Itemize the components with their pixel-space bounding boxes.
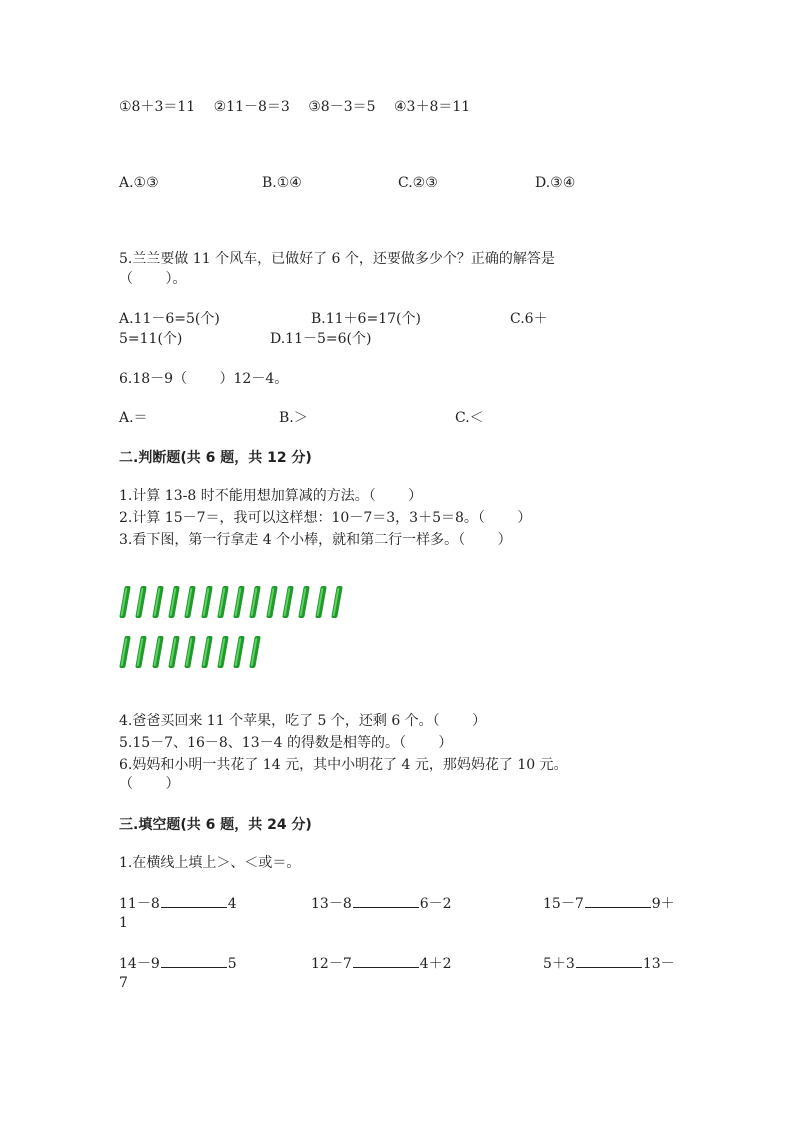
counting-stick bbox=[135, 586, 147, 618]
q4-option-b: B.①④ bbox=[262, 175, 302, 191]
q4-option-a: A.①③ bbox=[119, 175, 159, 191]
compare-1a-right: 4 bbox=[227, 896, 237, 912]
compare-2b bbox=[311, 953, 452, 974]
sticks-row-1 bbox=[122, 586, 362, 620]
q6-option-b: B.＞ bbox=[279, 410, 308, 426]
counting-stick bbox=[315, 586, 327, 618]
counting-stick bbox=[282, 586, 294, 618]
compare-2a-left: 14－9 bbox=[119, 956, 160, 972]
counting-stick bbox=[119, 586, 131, 618]
counting-stick bbox=[266, 586, 278, 618]
compare-2c bbox=[543, 953, 675, 974]
counting-stick bbox=[168, 586, 180, 618]
compare-2c-left: 5＋3 bbox=[543, 956, 575, 972]
fill-q1-instruction: 1.在横线上填上＞、＜或＝。 bbox=[119, 855, 301, 871]
answer-blank[interactable] bbox=[161, 893, 227, 908]
counting-stick bbox=[250, 586, 262, 618]
counting-stick bbox=[298, 586, 310, 618]
compare-1c bbox=[543, 893, 675, 914]
answer-blank[interactable] bbox=[585, 893, 651, 908]
judge-item-1: 1.计算 13-8 时不能用想加算减的方法。（ ） bbox=[119, 488, 423, 504]
q5-option-b: B.11＋6=17(个) bbox=[311, 311, 421, 327]
counting-stick bbox=[119, 636, 131, 668]
q5-option-a: A.11－6=5(个) bbox=[119, 311, 220, 327]
counting-stick bbox=[184, 636, 196, 668]
answer-blank[interactable] bbox=[353, 953, 419, 968]
compare-2a-right: 5 bbox=[227, 956, 237, 972]
counting-stick bbox=[152, 636, 164, 668]
counting-stick bbox=[201, 636, 213, 668]
judge-item-6: 6.妈妈和小明一共花了 14 元，其中小明花了 4 元，那妈妈花了 10 元。 bbox=[119, 757, 568, 773]
judge-item-5: 5.15－7、16－8、13－4 的得数是相等的。（ ） bbox=[119, 735, 453, 751]
q4-option-c: C.②③ bbox=[398, 175, 438, 191]
compare-1c-wrap: 1 bbox=[119, 915, 128, 931]
answer-blank[interactable] bbox=[576, 953, 642, 968]
counting-stick bbox=[135, 636, 147, 668]
compare-2b-right: 4＋2 bbox=[419, 956, 452, 972]
compare-1b-left: 13－8 bbox=[311, 896, 352, 912]
q6-option-c: C.＜ bbox=[455, 410, 484, 426]
compare-1c-left: 15－7 bbox=[543, 896, 584, 912]
q5-question-cont: （ ）。 bbox=[119, 271, 187, 287]
judge-item-3: 3.看下图，第一行拿走 4 个小棒，就和第二行一样多。（ ） bbox=[119, 532, 512, 548]
counting-stick bbox=[217, 636, 229, 668]
compare-1c-right: 9＋ bbox=[651, 896, 675, 912]
q6-option-a: A.＝ bbox=[119, 410, 148, 426]
q4-equations: ①8＋3＝11 ②11－8＝3 ③8－3＝5 ④3＋8＝11 bbox=[119, 99, 471, 115]
section3-title: 三.填空题(共 6 题，共 24 分) bbox=[119, 817, 312, 833]
counting-stick bbox=[168, 636, 180, 668]
compare-1a-left: 11－8 bbox=[119, 896, 160, 912]
compare-2a bbox=[119, 953, 237, 974]
q5-option-c: C.6＋ bbox=[510, 311, 548, 327]
answer-blank[interactable] bbox=[161, 953, 227, 968]
compare-1b-right: 6－2 bbox=[419, 896, 452, 912]
counting-stick bbox=[217, 586, 229, 618]
judge-item-2: 2.计算 15－7＝，我可以这样想：10－7＝3，3＋5＝8。（ ） bbox=[119, 510, 532, 526]
compare-1a bbox=[119, 893, 237, 914]
q6-question: 6.18－9（ ）12－4。 bbox=[119, 371, 289, 387]
judge-item-6-cont: （ ） bbox=[119, 776, 180, 792]
compare-1b bbox=[311, 893, 452, 914]
q5-option-d: D.11－5=6(个) bbox=[270, 331, 372, 347]
counting-stick bbox=[233, 636, 245, 668]
compare-2b-left: 12－7 bbox=[311, 956, 352, 972]
counting-stick bbox=[184, 586, 196, 618]
answer-blank[interactable] bbox=[353, 893, 419, 908]
q5-question: 5.兰兰要做 11 个风车，已做好了 6 个，还要做多少个？正确的解答是 bbox=[119, 251, 555, 267]
counting-stick bbox=[201, 586, 213, 618]
q5-option-c-cont: 5=11(个) bbox=[119, 331, 183, 347]
q4-option-d: D.③④ bbox=[535, 175, 576, 191]
sticks-row-2 bbox=[122, 636, 362, 670]
compare-2c-right: 13－ bbox=[642, 956, 675, 972]
judge-item-4: 4.爸爸买回来 11 个苹果，吃了 5 个，还剩 6 个。（ ） bbox=[119, 713, 487, 729]
section2-title: 二.判断题(共 6 题，共 12 分) bbox=[119, 450, 312, 466]
counting-stick bbox=[233, 586, 245, 618]
counting-stick bbox=[250, 636, 262, 668]
counting-stick bbox=[152, 586, 164, 618]
compare-2c-wrap: 7 bbox=[119, 975, 128, 991]
counting-stick bbox=[331, 586, 343, 618]
